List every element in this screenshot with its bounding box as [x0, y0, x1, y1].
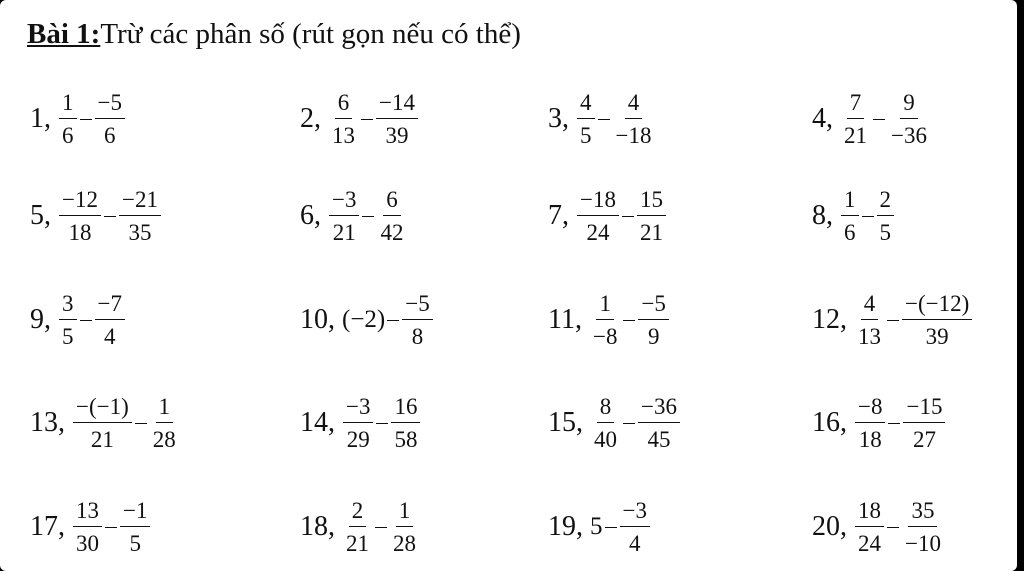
first-operand — [853, 499, 886, 555]
exercise-number: 2, — [300, 103, 321, 134]
second-operand-denominator: 35 — [128, 220, 152, 245]
second-operand-numerator: −5 — [95, 91, 125, 119]
first-operand-denominator: 21 — [90, 427, 114, 452]
second-operand — [148, 395, 181, 451]
second-operand-numerator: −1 — [120, 499, 150, 527]
second-operand — [388, 499, 421, 555]
exercise-item — [548, 395, 682, 451]
minus-sign — [135, 423, 147, 424]
exercise-item — [548, 91, 656, 147]
second-operand — [636, 292, 670, 348]
second-operand-numerator: −21 — [119, 188, 161, 216]
first-operand-numerator: 4 — [577, 91, 595, 119]
minus-sign — [80, 320, 92, 321]
exercise-number: 18, — [300, 511, 335, 542]
exercise-title — [27, 18, 521, 51]
first-operand-numerator: 6 — [335, 91, 353, 119]
second-operand-denominator: −36 — [891, 123, 927, 148]
second-operand-denominator: 28 — [152, 427, 176, 452]
first-operand-numerator: −3 — [343, 395, 373, 423]
second-operand-numerator: −14 — [376, 91, 418, 119]
second-operand-numerator: −36 — [638, 395, 680, 423]
first-operand-denominator: 29 — [346, 427, 370, 452]
second-operand — [400, 292, 434, 348]
exercise-number: 11, — [548, 304, 582, 335]
first-operand — [575, 188, 621, 244]
first-operand — [71, 499, 104, 555]
second-operand — [117, 188, 163, 244]
exercise-item — [300, 395, 422, 451]
exercise-number: 14, — [300, 407, 335, 438]
first-operand-numerator: 7 — [847, 91, 865, 119]
second-operand — [93, 292, 127, 348]
second-operand-denominator: −10 — [905, 531, 941, 556]
exercise-item — [812, 292, 974, 348]
second-operand — [900, 499, 946, 555]
second-operand — [618, 499, 652, 555]
second-operand-numerator: 35 — [908, 499, 937, 527]
exercise-instruction: Trừ các phân số (rút gọn nếu có thể) — [100, 18, 521, 50]
exercise-number: 20, — [812, 511, 847, 542]
first-operand — [57, 188, 103, 244]
first-operand-denominator: 21 — [844, 123, 867, 148]
second-operand-denominator: 6 — [103, 123, 116, 148]
first-operand-denominator: −8 — [592, 324, 618, 349]
first-operand-numerator: 18 — [855, 499, 884, 527]
second-operand — [635, 188, 668, 244]
second-operand-denominator: 5 — [129, 531, 141, 556]
second-operand-denominator: 9 — [647, 324, 660, 349]
second-operand-numerator: 6 — [383, 188, 401, 216]
second-operand — [901, 395, 947, 451]
exercise-item — [300, 91, 420, 147]
exercise-number: 12, — [812, 304, 847, 335]
exercise-number: 19, — [548, 511, 583, 542]
second-operand-numerator: 9 — [900, 91, 918, 119]
first-operand — [341, 395, 375, 451]
first-operand-denominator: 21 — [332, 220, 356, 245]
second-operand-numerator: 16 — [391, 395, 420, 423]
second-operand-numerator: −3 — [620, 499, 650, 527]
minus-sign — [887, 320, 899, 321]
first-operand-numerator: 1 — [59, 91, 77, 119]
first-operand — [575, 91, 597, 147]
exercise-item — [812, 499, 946, 555]
exercise-item — [300, 188, 408, 244]
exercise-number: 1, — [30, 103, 51, 134]
first-operand-denominator: 18 — [858, 427, 882, 452]
exercise-item — [30, 499, 152, 555]
second-operand-numerator: −5 — [638, 292, 668, 320]
exercise-item — [812, 395, 947, 451]
minus-sign — [80, 119, 92, 120]
minus-sign — [623, 320, 635, 321]
exercise-item — [548, 499, 652, 555]
first-operand-denominator: 18 — [68, 220, 92, 245]
minus-sign — [376, 423, 388, 424]
second-operand-denominator: 42 — [380, 220, 404, 245]
second-operand-denominator: 45 — [647, 427, 671, 452]
first-operand-denominator: 5 — [62, 324, 74, 349]
exercise-number: 6, — [300, 200, 321, 231]
first-operand — [853, 395, 887, 451]
second-operand — [611, 91, 657, 147]
exercise-item — [30, 395, 181, 451]
first-operand — [589, 395, 622, 451]
second-operand-denominator: 39 — [925, 324, 949, 349]
first-operand-numerator: −18 — [577, 188, 619, 216]
first-operand-numerator: 4 — [861, 292, 879, 320]
second-operand — [93, 91, 127, 147]
exercise-number: 16, — [812, 407, 847, 438]
second-operand-numerator: −5 — [402, 292, 432, 320]
minus-sign — [598, 119, 610, 120]
second-operand-denominator: −18 — [615, 123, 652, 148]
exercise-item — [300, 292, 435, 348]
first-operand-denominator: 21 — [346, 531, 369, 556]
first-operand — [839, 188, 861, 244]
second-operand-denominator: 28 — [393, 531, 416, 556]
first-operand-numerator: 2 — [349, 499, 367, 527]
minus-sign — [888, 423, 900, 424]
first-operand-denominator: 13 — [332, 123, 355, 148]
second-operand — [636, 395, 682, 451]
first-operand — [839, 91, 872, 147]
exercise-item — [548, 188, 668, 244]
second-operand-denominator: 21 — [639, 220, 663, 245]
first-operand-numerator: −3 — [329, 188, 359, 216]
second-operand-denominator: 4 — [628, 531, 641, 556]
second-operand-numerator: −(−12) — [902, 292, 972, 320]
first-operand — [341, 499, 374, 555]
second-operand — [875, 188, 897, 244]
second-operand — [118, 499, 152, 555]
exercise-number: 3, — [548, 103, 569, 134]
first-operand-denominator: 6 — [62, 123, 74, 148]
minus-sign — [375, 527, 387, 528]
minus-sign — [887, 527, 899, 528]
exercise-item — [30, 188, 163, 244]
exercise-number: 9, — [30, 304, 51, 335]
first-operand-numerator: −8 — [855, 395, 885, 423]
first-operand — [327, 91, 360, 147]
first-operand-denominator: 5 — [580, 123, 592, 148]
first-operand-whole: 5 — [590, 513, 603, 540]
exercise-number: 15, — [548, 407, 583, 438]
second-operand-denominator: 58 — [394, 427, 418, 452]
second-operand — [886, 91, 932, 147]
minus-sign — [605, 527, 617, 528]
first-operand — [57, 91, 79, 147]
second-operand — [374, 91, 420, 147]
second-operand — [389, 395, 422, 451]
exercise-item — [812, 91, 932, 147]
second-operand-numerator: −7 — [95, 292, 125, 320]
first-operand-numerator: 8 — [597, 395, 615, 423]
exercise-label: Bài 1: — [27, 18, 101, 50]
minus-sign — [105, 527, 117, 528]
exercise-number: 8, — [812, 200, 833, 231]
exercise-number: 17, — [30, 511, 65, 542]
second-operand-numerator: 1 — [396, 499, 414, 527]
first-operand-denominator: 40 — [594, 427, 617, 452]
first-operand — [327, 188, 361, 244]
minus-sign — [622, 216, 634, 217]
first-operand-denominator: 24 — [586, 220, 610, 245]
first-operand-numerator: 3 — [59, 292, 77, 320]
exercise-number: 13, — [30, 407, 65, 438]
exercise-number: 10, — [300, 304, 335, 335]
first-operand — [588, 292, 622, 348]
exercise-number: 4, — [812, 103, 833, 134]
first-operand — [57, 292, 79, 348]
second-operand-denominator: 39 — [385, 123, 409, 148]
minus-sign — [361, 119, 373, 120]
second-operand-denominator: 5 — [879, 220, 891, 245]
exercise-item — [30, 91, 127, 147]
first-operand-denominator: 6 — [844, 220, 856, 245]
first-operand — [853, 292, 886, 348]
exercise-number: 5, — [30, 200, 51, 231]
minus-sign — [104, 216, 116, 217]
exercise-item — [812, 188, 896, 244]
second-operand-numerator: 15 — [637, 188, 666, 216]
first-operand-numerator: −12 — [59, 188, 101, 216]
second-operand-denominator: 8 — [411, 324, 424, 349]
minus-sign — [623, 423, 635, 424]
exercise-item — [300, 499, 421, 555]
first-operand — [71, 395, 134, 451]
minus-sign — [873, 119, 885, 120]
first-operand-denominator: 13 — [858, 324, 881, 349]
first-operand-denominator: 30 — [76, 531, 99, 556]
second-operand-denominator: 27 — [912, 427, 936, 452]
first-operand-numerator: 1 — [596, 292, 614, 320]
minus-sign — [362, 216, 374, 217]
second-operand-numerator: 2 — [877, 188, 895, 216]
exercise-item — [30, 292, 127, 348]
second-operand — [375, 188, 408, 244]
second-operand — [900, 292, 974, 348]
exercise-item — [548, 292, 671, 348]
second-operand-numerator: −15 — [903, 395, 945, 423]
exercise-number: 7, — [548, 200, 569, 231]
first-operand-numerator: 13 — [73, 499, 102, 527]
second-operand-denominator: 4 — [103, 324, 116, 349]
first-operand-whole: (−2) — [342, 306, 386, 333]
second-operand-numerator: 1 — [156, 395, 174, 423]
first-operand-numerator: −(−1) — [73, 395, 132, 423]
first-operand-numerator: 1 — [841, 188, 859, 216]
first-operand-denominator: 24 — [858, 531, 881, 556]
second-operand-numerator: 4 — [625, 91, 643, 119]
minus-sign — [862, 216, 874, 217]
minus-sign — [387, 320, 399, 321]
